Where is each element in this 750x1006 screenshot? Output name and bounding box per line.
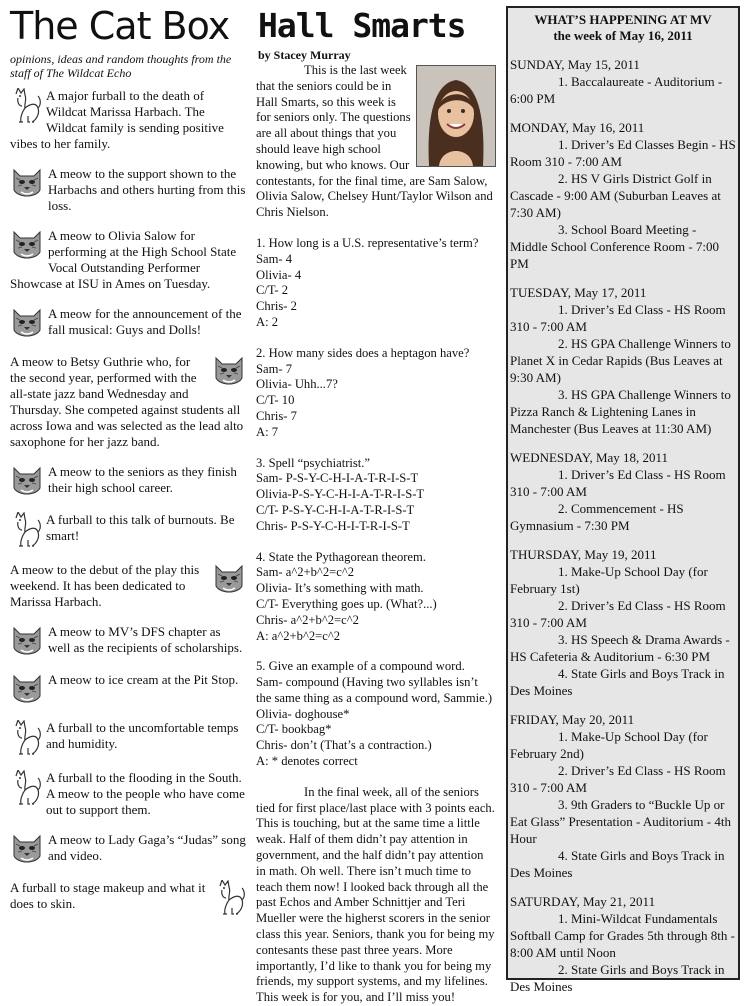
cat-box-item-text: A meow to the debut of the play this weekend. It has been dedicated to Marissa Harbach. <box>10 562 200 609</box>
schedule-event: 3. HS Speech & Drama Awards - HS Cafeteria & Auditorium - 6:30 PM <box>510 632 730 664</box>
hall-smarts-line: Chris- P-S-Y-C-H-I-T-R-I-S-T <box>256 518 410 533</box>
hall-smarts-line: 1. How long is a U.S. representative’s term? <box>256 235 479 250</box>
cat-box-item-text: A meow to Lady Gaga’s “Judas” song and video. <box>48 832 246 863</box>
cat-box-item-text: A furball to stage makeup and what it does to skin. <box>10 880 206 911</box>
hall-smarts-line: Olivia-P-S-Y-C-H-I-A-T-R-I-S-T <box>256 487 425 502</box>
wildcat-face-icon <box>10 672 44 706</box>
hall-smarts-line: 3. Spell “psychiatrist.” <box>256 455 371 470</box>
cat-box-tagline: opinions, ideas and random thoughts from the staff of The Wildcat Echo <box>10 52 232 80</box>
cat-box-item-text: A meow to ice cream at the Pit Stop. <box>48 672 239 687</box>
hall-smarts-line: C/T- Everything goes up. (What?...) <box>256 596 437 611</box>
cat-box-item-text: A furball to the uncomfortable temps and humidity. <box>46 720 239 751</box>
schedule-event: 2. State Girls and Boys Track in Des Moines <box>510 962 725 994</box>
whats-happening-box <box>506 6 740 994</box>
wildcat-face-icon <box>10 228 44 262</box>
hissing-cat-icon <box>10 88 42 124</box>
wildcat-face-icon <box>212 354 246 388</box>
hall-smarts-line: C/T- 2 <box>256 283 289 298</box>
hall-smarts-line: C/T- 10 <box>256 393 295 408</box>
hall-smarts-line: Olivia- Uhh...7? <box>256 377 338 392</box>
hissing-cat-icon <box>10 770 42 806</box>
hall-smarts-line: Sam- 4 <box>256 251 293 266</box>
schedule-event: 1. Baccalaureate - Auditorium - 6:00 PM <box>510 74 723 106</box>
schedule-event: 2. HS V Girls District Golf in Cascade - 9:00 AM (Suburban Leaves at 7:30 AM) <box>510 171 721 220</box>
hall-smarts-line: C/T- bookbag* <box>256 722 332 737</box>
schedule-event: 2. Driver’s Ed Class - HS Room 310 - 7:00 AM <box>510 763 726 795</box>
schedule-day: FRIDAY, May 20, 2011 <box>510 712 635 727</box>
cat-box-item-text: A furball to this talk of burnouts. Be smart! <box>46 512 235 543</box>
cat-box-item <box>10 464 246 498</box>
schedule-event: 1. Driver’s Ed Class - HS Room 310 - 7:00 AM <box>510 302 726 334</box>
schedule-day: THURSDAY, May 19, 2011 <box>510 547 657 562</box>
wildcat-face-icon <box>10 464 44 498</box>
hall-smarts-line: Chris- don’t (That’s a contraction.) <box>256 738 432 753</box>
hall-smarts-column <box>256 0 496 1006</box>
hissing-cat-icon <box>10 512 42 548</box>
schedule-day: SUNDAY, May 15, 2011 <box>510 57 640 72</box>
hall-smarts-line: C/T- P-S-Y-C-H-I-A-T-R-I-S-T <box>256 502 415 517</box>
cat-box-items <box>10 88 246 916</box>
schedule-event: 1. Mini-Wildcat Fundamentals Softball Camp for Grades 5th through 8th - 8:00 AM until Noon <box>510 911 735 960</box>
hissing-cat-icon <box>214 880 246 916</box>
hall-smarts-title: Hall Smarts <box>258 6 466 45</box>
schedule-event: 2. HS GPA Challenge Winners to Planet X in Cedar Rapids (Bus Leaves at 9:30 AM) <box>510 336 731 385</box>
hall-smarts-line: A: * denotes correct <box>256 754 358 769</box>
hall-smarts-line: A: 7 <box>256 424 279 439</box>
hall-smarts-paragraphs <box>256 63 496 1006</box>
cat-box-item-text: A major furball to the death of Wildcat Marissa Harbach. The Wildcat family is sending positive vibes to her family. <box>10 88 224 151</box>
hall-smarts-line: Olivia- doghouse* <box>256 706 350 721</box>
cat-box-item-text: A meow to Olivia Salow for performing at the High School State Vocal Outstanding Performer Showcase at ISU in Ames on Tuesday. <box>10 228 237 291</box>
cat-box-item <box>10 880 246 916</box>
schedule-event: 1. Driver’s Ed Classes Begin - HS Room 310 - 7:00 AM <box>510 137 736 169</box>
hall-smarts-line: Sam- P-S-Y-C-H-I-A-T-R-I-S-T <box>256 471 419 486</box>
cat-box-item <box>10 720 246 756</box>
schedule-event: 4. State Girls and Boys Track in Des Moines <box>510 666 725 698</box>
hall-smarts-line: In the final week, all of the seniors tied for first place/last place with 3 points each. This is touching, but at the same time a little weak. Half of them didn’t pay attention in government, and the half didn’t pay attention in math. Oh well. There isn’t much time to teach them now! I looked back through all the past Echos and Amber Schnittjer and Teri Mueller were the higherst scorers in the senior class this year. Seniors, thank you for being my contesants these past three years. More importantly, I’d like to thank you for being my friends, my support systems, and my lifelines. This week is for you, and I’ll miss you! <box>256 784 495 1005</box>
schedule-list <box>508 56 738 995</box>
hall-smarts-line: A: a^2+b^2=c^2 <box>256 628 341 643</box>
hall-smarts-line: A: 2 <box>256 314 279 329</box>
wildcat-face-icon <box>10 624 44 658</box>
schedule-event: 1. Make-Up School Day (for February 2nd) <box>510 729 708 761</box>
cat-box-title: The Cat Box <box>10 4 230 48</box>
cat-box-item-text: A meow for the announcement of the fall musical: Guys and Dolls! <box>48 306 242 337</box>
cat-box-item-text: A meow to Betsy Guthrie who, for the second year, performed with the all-state jazz band Wednesday and Thursday. She competed against students all across Iowa and was selected as the lead alto saxophone for her jazz band. <box>10 354 244 449</box>
hissing-cat-icon <box>10 720 42 756</box>
cat-box-item <box>10 354 246 450</box>
hall-smarts-line: 2. How many sides does a heptagon have? <box>256 345 470 360</box>
schedule-event: 1. Driver’s Ed Class - HS Room 310 - 7:00 AM <box>510 467 726 499</box>
schedule-event: 3. HS GPA Challenge Winners to Pizza Ranch & Lightening Lanes in Manchester (Bus Leaves at 11:30 AM) <box>510 387 731 436</box>
hall-smarts-line: Sam- a^2+b^2=c^2 <box>256 565 355 580</box>
wildcat-face-icon <box>10 306 44 340</box>
hall-smarts-body <box>256 63 496 1006</box>
author-photo <box>416 65 496 167</box>
wildcat-face-icon <box>212 562 246 596</box>
cat-box-item <box>10 228 246 292</box>
cat-box-item <box>10 624 246 658</box>
cat-box-item <box>10 306 246 340</box>
schedule-event: 4. State Girls and Boys Track in Des Moines <box>510 848 725 880</box>
wildcat-face-icon <box>10 166 44 200</box>
cat-box-item-text: A meow to the seniors as they finish their high school career. <box>48 464 237 495</box>
hall-smarts-line: 5. Give an example of a compound word. <box>256 659 465 674</box>
cat-box-item-text: A meow to MV’s DFS chapter as well as the recipients of scholarships. <box>48 624 243 655</box>
schedule-event: 1. Make-Up School Day (for February 1st) <box>510 564 708 596</box>
cat-box-item <box>10 672 246 706</box>
whats-happening-week: the week of May 16, 2011 <box>553 28 693 43</box>
cat-box-item-text: A meow to the support shown to the Harbachs and others hurting from this loss. <box>48 166 246 213</box>
schedule-day: WEDNESDAY, May 18, 2011 <box>510 450 669 465</box>
whats-happening-heading: WHAT’S HAPPENING AT MV <box>534 12 712 27</box>
hall-smarts-line: Sam- compound (Having two syllables isn’t the same thing as a compound word, Sammie.) <box>256 675 493 705</box>
schedule-event: 3. School Board Meeting - Middle School Conference Room - 7:00 PM <box>510 222 720 271</box>
whats-happening-title <box>508 12 738 44</box>
hall-smarts-line: Chris- 7 <box>256 408 297 423</box>
schedule-event: 2. Driver’s Ed Class - HS Room 310 - 7:00 AM <box>510 598 726 630</box>
hall-smarts-line: Sam- 7 <box>256 361 293 376</box>
cat-box-item <box>10 512 246 548</box>
schedule-event: 2. Commencement - HS Gymnasium - 7:30 PM <box>510 501 684 533</box>
hall-smarts-line: Olivia- 4 <box>256 267 302 282</box>
schedule-event: 3. 9th Graders to “Buckle Up or Eat Glass” Presentation - Auditorium - 4th Hour <box>510 797 731 846</box>
schedule-day: MONDAY, May 16, 2011 <box>510 120 645 135</box>
cat-box-column <box>10 0 246 930</box>
byline: by Stacey Murray <box>258 48 351 62</box>
schedule-day: TUESDAY, May 17, 2011 <box>510 285 647 300</box>
hall-smarts-line: Chris- 2 <box>256 299 297 314</box>
cat-box-item <box>10 88 246 152</box>
cat-box-item-text: A furball to the flooding in the South. A meow to the people who have come out to support them. <box>46 770 245 817</box>
cat-box-item <box>10 166 246 214</box>
schedule-day: SATURDAY, May 21, 2011 <box>510 894 656 909</box>
hall-smarts-line: Olivia- It’s something with math. <box>256 581 424 596</box>
hall-smarts-line: 4. State the Pythagorean theorem. <box>256 549 426 564</box>
hall-smarts-line: Chris- a^2+b^2=c^2 <box>256 612 359 627</box>
cat-box-item <box>10 770 246 818</box>
wildcat-face-icon <box>10 832 44 866</box>
cat-box-item <box>10 832 246 866</box>
cat-box-item <box>10 562 246 610</box>
hall-smarts-line: This is the last week that the seniors could be in Hall Smarts, so this week is for seniors only. The questions are all about things that you should leave high school knowing, but who knows. Our contestants, for the final time, are Sam Salow, Olivia Salow, Chelsey Hunt/Taylor Wilson and Chris Nielson. <box>256 63 493 220</box>
